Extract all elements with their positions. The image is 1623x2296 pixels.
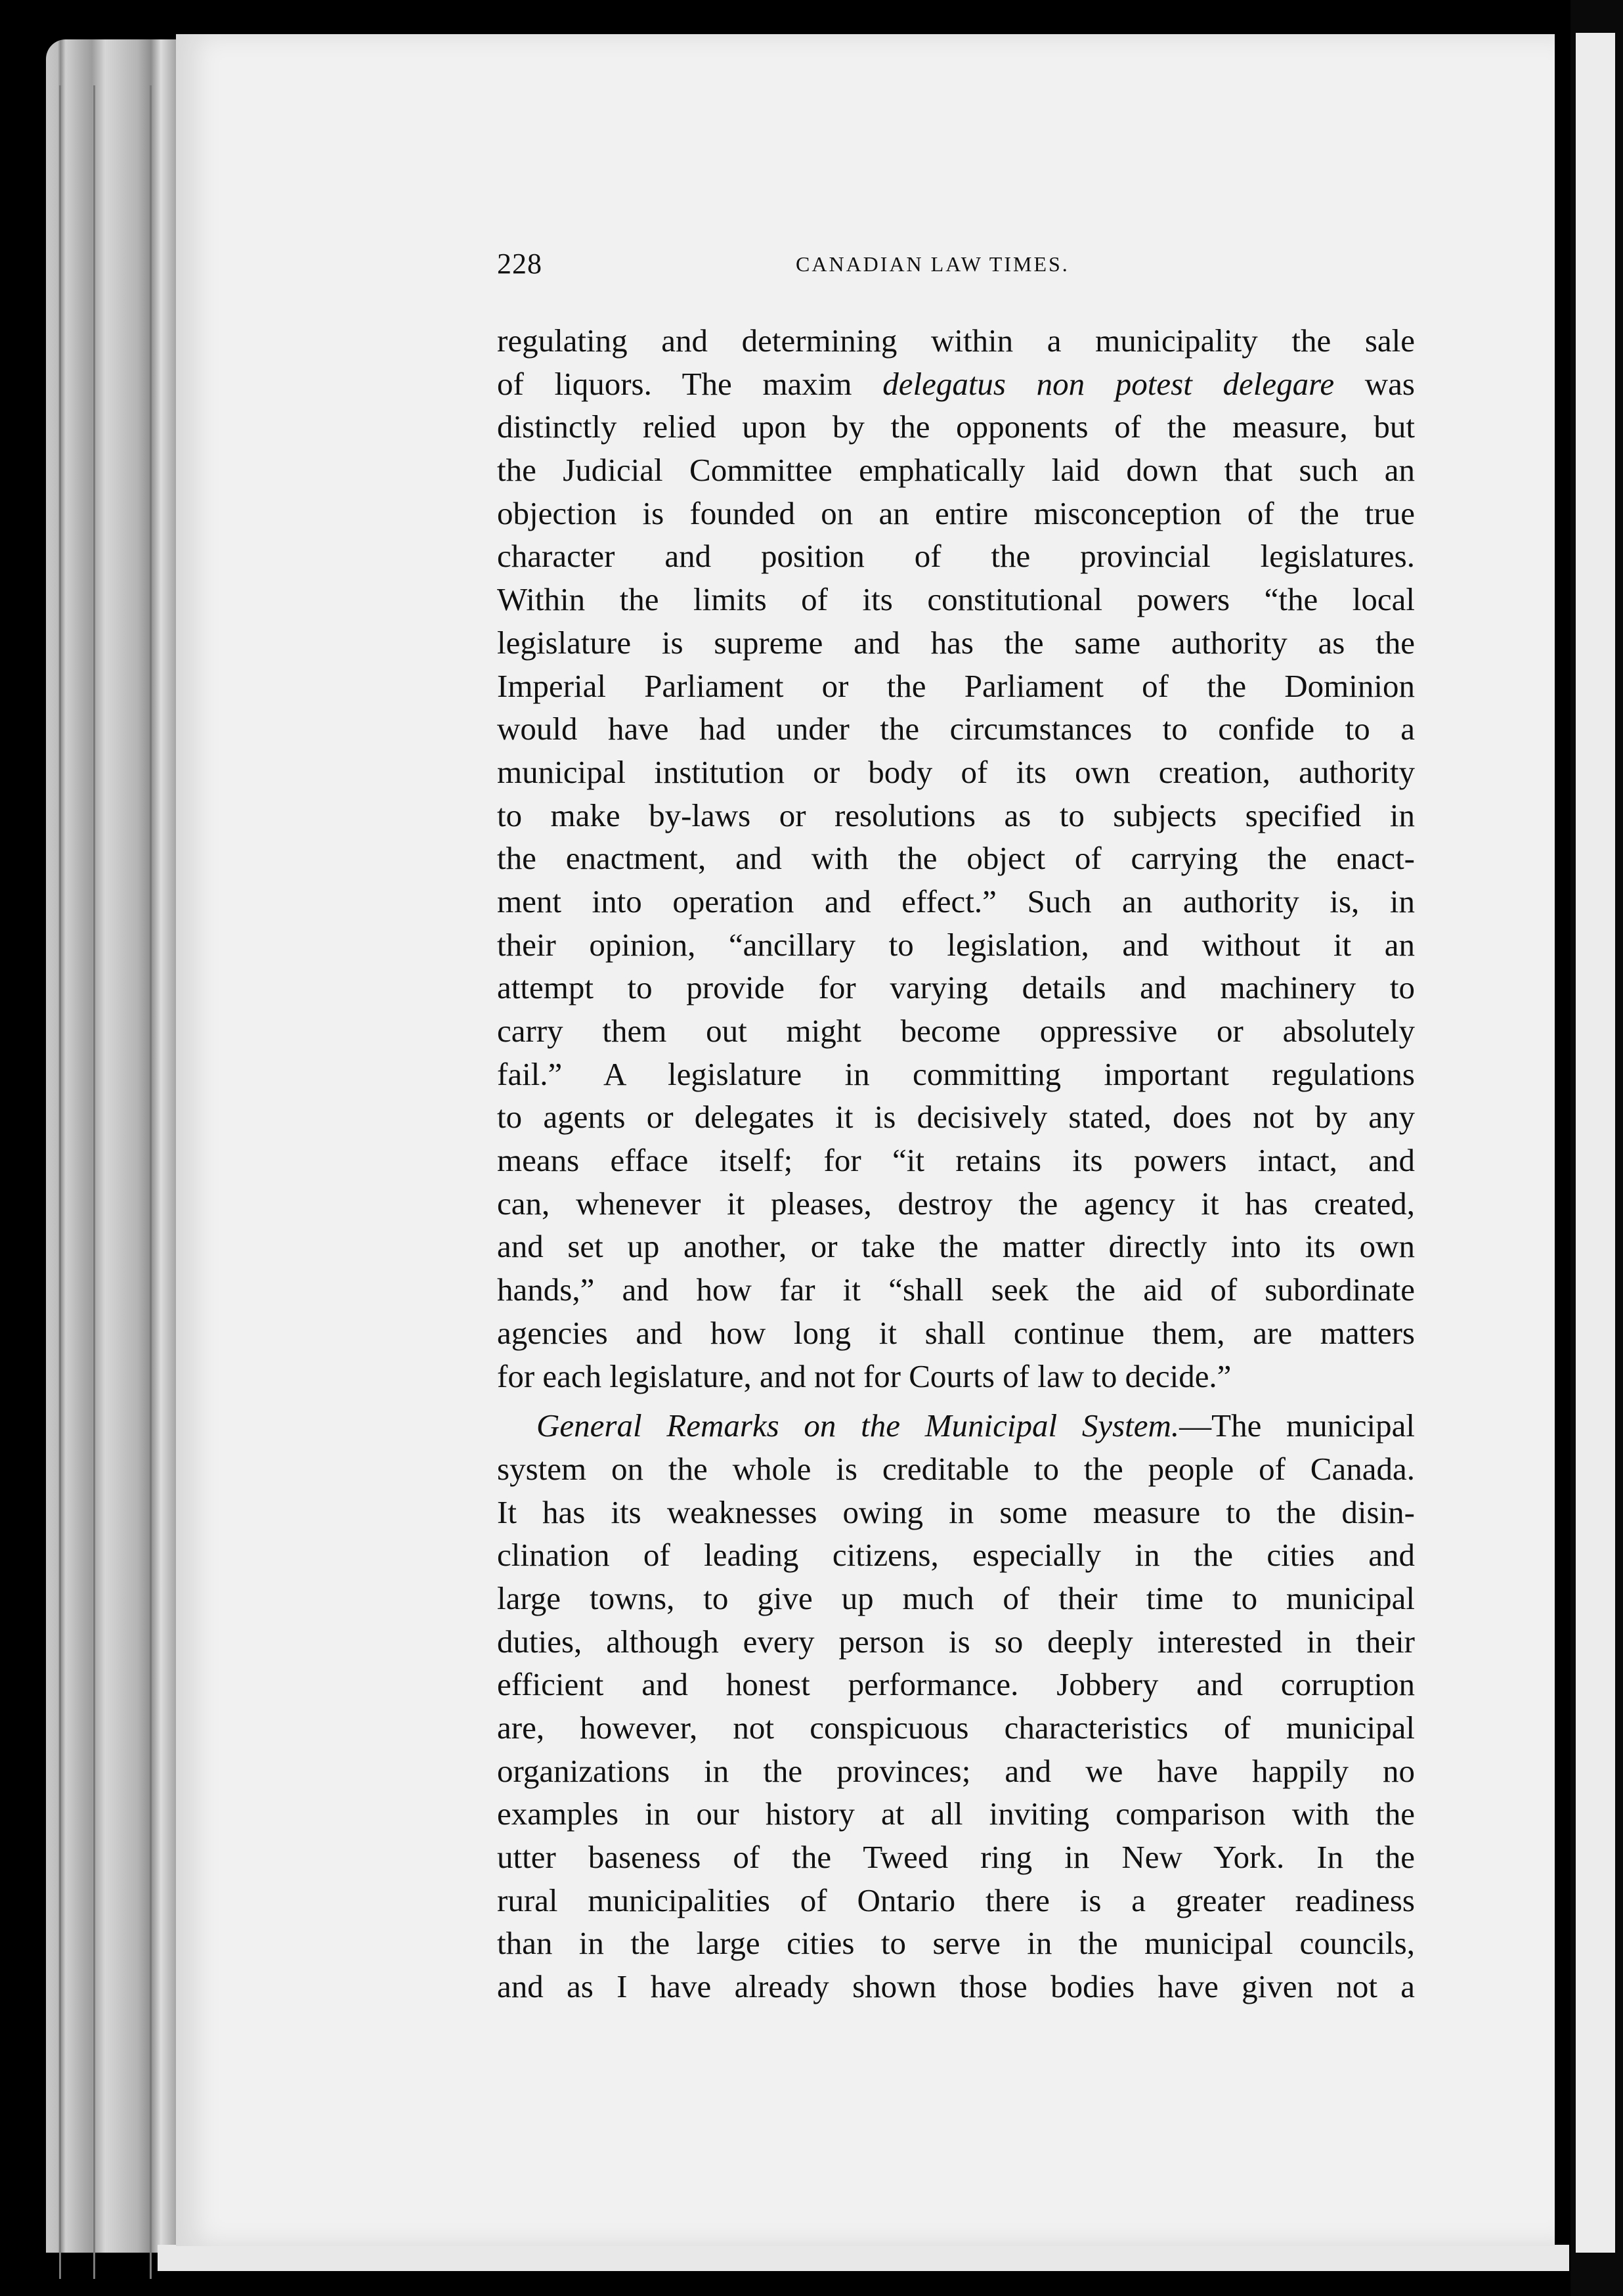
text-line: municipal institution or body of its own creation, authority [497,753,1415,790]
body-text [497,319,1415,2008]
edge-line [150,85,152,2279]
text-line: Within the limits of its constitutional powers “the local [497,581,1415,618]
facing-page-sliver [1576,33,1615,2253]
text-line: clination of leading citizens, especially in the cities and [497,1537,1415,1574]
text-line: distinctly relied upon by the opponents of the measure, but [497,408,1415,445]
page-header [497,247,1415,286]
text-line: large towns, to give up much of their time to municipal [497,1579,1415,1616]
text-line: legislature is supreme and has the same authority as the [497,624,1415,661]
text-line: utter baseness of the Tweed ring in New York. In the [497,1839,1415,1876]
text-segment: —The municipal [1179,1407,1415,1444]
text-line: than in the large cities to serve in the municipal councils, [497,1925,1415,1962]
text-line: their opinion, “ancillary to legislation, and without it an [497,926,1415,963]
text-segment: was [1334,365,1415,402]
page-number: 228 [497,248,542,280]
text-line: the Judicial Committee emphatically laid down that such an [497,452,1415,489]
text-line: It has its weaknesses owing in some measure to the disin- [497,1493,1415,1530]
text-line: organizations in the provinces; and we have happily no [497,1752,1415,1789]
text-line: efficient and honest performance. Jobbery and corruption [497,1666,1415,1703]
text-line: examples in our history at all inviting comparison with the [497,1796,1415,1832]
text-line: the enactment, and with the object of carrying the enact- [497,840,1415,877]
text-line: to make by-laws or resolutions as to subjects specified in [497,797,1415,833]
edge-line [93,85,95,2279]
text-line: would have had under the circumstances to confide to a [497,711,1415,747]
text-line: for each legislature, and not for Courts of law to decide.” [497,1358,1232,1394]
text-line [497,1404,1415,1447]
text-line: carry them out might become oppressive or absolutely [497,1013,1415,1049]
text-line: rural municipalities of Ontario there is a greater readiness [497,1882,1415,1918]
text-line: duties, although every person is so deeply interested in their [497,1623,1415,1660]
text-line: ment into operation and effect.” Such an authority is, in [497,883,1415,919]
text-line: Imperial Parliament or the Parliament of the Dominion [497,667,1415,704]
text-line: system on the whole is creditable to the people of Canada. [497,1450,1415,1487]
edge-line [59,85,61,2279]
text-line: are, however, not conspicuous characteristics of municipal [497,1710,1415,1746]
text-segment: of liquors. The maxim [497,365,883,402]
text-line: means efface itself; for “it retains its powers intact, and [497,1142,1415,1179]
text-line: objection is founded on an entire misconception of the true [497,495,1415,531]
book-page-edges [46,39,190,2253]
paragraph-gap [497,1398,1415,1404]
running-head: CANADIAN LAW TIMES. [796,252,1070,276]
text-line [497,363,1415,406]
text-line: and set up another, or take the matter directly into its own [497,1228,1415,1265]
text-line: fail.” A legislature in committing important regulations [497,1055,1415,1092]
text-line: can, whenever it pleases, destroy the agency it has created, [497,1185,1415,1222]
text-line: attempt to provide for varying details and machinery to [497,969,1415,1006]
text-line: agencies and how long it shall continue them, are matters [497,1314,1415,1351]
text-line: hands,” and how far it “shall seek the aid of subordinate [497,1271,1415,1308]
text-line: and as I have already shown those bodies have given not a [497,1968,1415,2005]
text-line: to agents or delegates it is decisively stated, does not by any [497,1099,1415,1136]
text-line: character and position of the provincial legislatures. [497,538,1415,575]
latin-maxim: delegatus non potest delegare [882,365,1335,402]
page-bottom-edge [158,2245,1569,2271]
text-line: regulating and determining within a municipality the sale [497,322,1415,359]
section-heading: General Remarks on the Municipal System. [536,1407,1180,1444]
